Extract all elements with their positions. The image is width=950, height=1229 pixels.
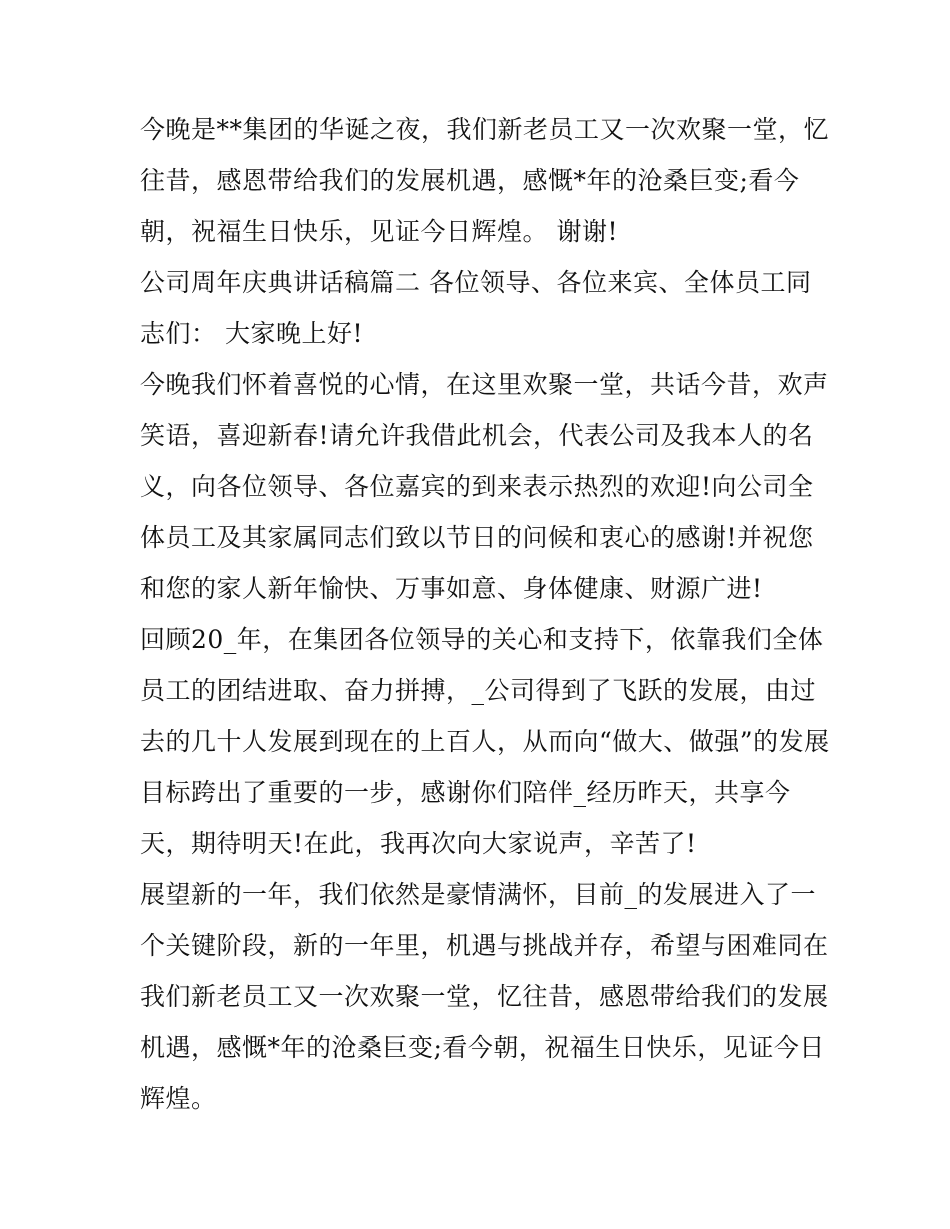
text-line: 今晚我们怀着喜悦的心情，在这里欢聚一堂，共话今昔，欢声 xyxy=(140,370,829,399)
text-line: 公司周年庆典讲话稿篇二 各位领导、各位来宾、全体员工同 xyxy=(140,268,812,297)
text-line: 展望新的一年，我们依然是豪情满怀，目前_的发展进入了一 xyxy=(140,880,817,909)
text-line: 机遇，感慨*年的沧桑巨变;看今朝，祝福生日快乐，见证今日 xyxy=(140,1033,825,1062)
text-line: 今晚是**集团的华诞之夜，我们新老员工又一次欢聚一堂，忆 xyxy=(140,115,830,144)
text-line: 我们新老员工又一次欢聚一堂，忆往昔，感恩带给我们的发展 xyxy=(140,982,829,1011)
text-line: 往昔，感恩带给我们的发展机遇，感慨*年的沧桑巨变;看今 xyxy=(140,166,800,195)
text-line: 义，向各位领导、各位嘉宾的到来表示热烈的欢迎!向公司全 xyxy=(140,472,814,501)
text-line: 回顾20_年，在集团各位领导的关心和支持下，依靠我们全体 xyxy=(140,625,824,654)
text-line: 员工的团结进取、奋力拼搏，_公司得到了飞跃的发展，由过 xyxy=(140,676,817,705)
text-line: 体员工及其家属同志们致以节日的问候和衷心的感谢!并祝您 xyxy=(140,523,814,552)
document-body xyxy=(140,104,830,1124)
text-line: 笑语，喜迎新春!请允许我借此机会，代表公司及我本人的名 xyxy=(140,421,814,450)
text-line: 朝，祝福生日快乐，见证今日辉煌。 谢谢! xyxy=(140,217,618,246)
text-line: 和您的家人新年愉快、万事如意、身体健康、财源广进! xyxy=(140,574,763,603)
text-line: 志们： 大家晚上好! xyxy=(140,319,363,348)
text-line: 目标跨出了重要的一步，感谢你们陪伴_经历昨天，共享今 xyxy=(140,778,791,807)
text-line: 天，期待明天!在此，我再次向大家说声，辛苦了! xyxy=(140,829,697,858)
text-line: 辉煌。 xyxy=(140,1084,217,1113)
text-line: 个关键阶段，新的一年里，机遇与挑战并存，希望与困难同在 xyxy=(140,931,829,960)
text-line: 去的几十人发展到现在的上百人，从而向“做大、做强”的发展 xyxy=(140,727,830,756)
